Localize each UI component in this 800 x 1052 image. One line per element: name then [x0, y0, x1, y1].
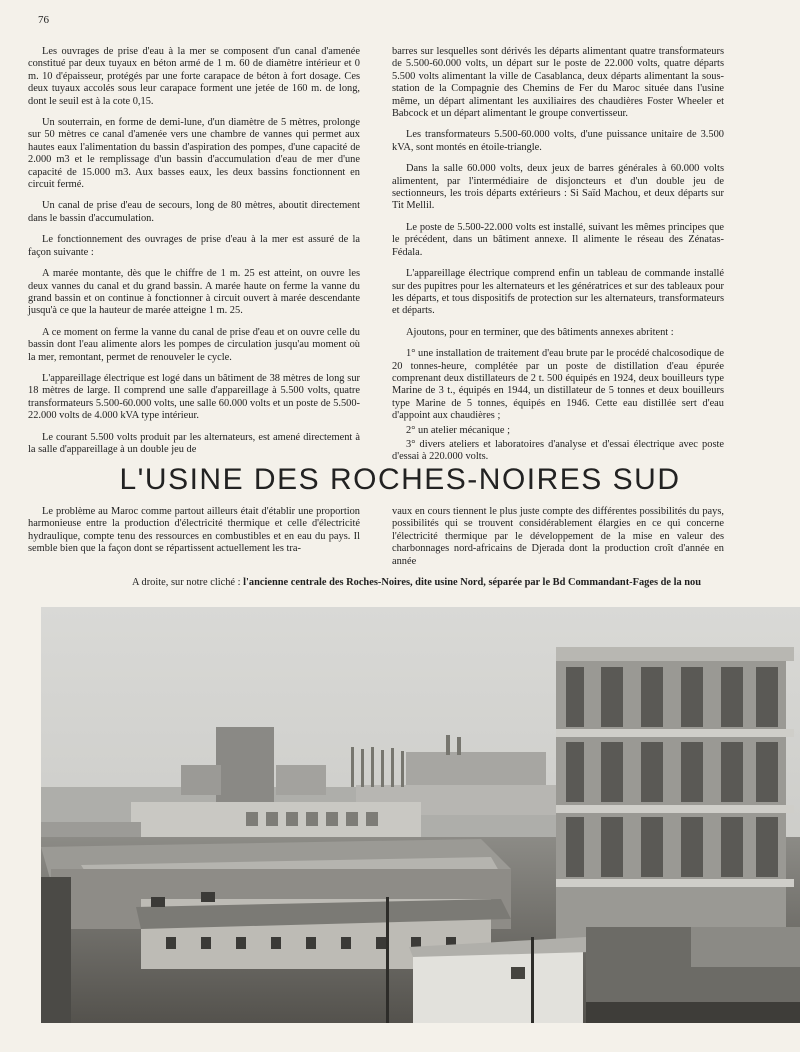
paragraph: Dans la salle 60.000 volts, deux jeux de barres générales à 60.000 volts alimentent, par l'intermédiaire de disjoncteurs et d'un double jeu de sectionneurs, les trois départs extérieurs : Si Saïd Machou, et deux départs sur Tit Mellil.	[392, 163, 724, 212]
paragraph: vaux en cours tiennent le plus juste compte des différentes possibilités du pays, possibilités qui se trouvent considérablement élargies en ce qui concerne l'électricité thermique par le développement de la mise en valeur des charbonnages nord-africains de Djerada dont la production croît d'année en année	[392, 506, 724, 567]
article-column-right-top	[392, 46, 724, 473]
paragraph: Le problème au Maroc comme partout ailleurs était d'établir une proportion harmonieuse entre la production d'électricité thermique et celle d'électricité hydraulique, compte tenu des ressources en combustibles et en eau du pays. Il semble bien que la façon dont se répartissent actuellement les tra-	[28, 506, 360, 555]
paragraph: Le courant 5.500 volts produit par les alternateurs, est amené directement à la salle d'appareillage à un double jeu de	[28, 431, 360, 455]
paragraph: L'appareillage électrique est logé dans un bâtiment de 38 mètres de long sur 18 mètres de large. Il comprend une salle d'appareillage à 5.500 volts, quatre transformateurs 5.500-60.000 volts, une salle 60.000 volts et un poste de 5.500-22.000 volts de 4.000 kVA type intérieur.	[28, 372, 360, 422]
paragraph: barres sur lesquelles sont dérivés les départs alimentant quatre transformateurs de 5.500-60.000 volts, un départ sur le poste de 22.000 volts, quatre départs 5.500 volts alimentant la ville de Casablanca, deux départs alimentant la sous-station de la Compagnie des Chemins de Fer du Maroc située dans l'usine même, un départ alimentant les auxiliaires des chaudières Foster Wheeler et Babcock et un départ alimentant le groupe convertisseur.	[392, 46, 724, 120]
paragraph: L'appareillage électrique comprend enfin un tableau de commande installé sur des pupitres pour les alternateurs et les génératrices et sur des tableaux pour les départs, et tous dispositifs de protection sur les alternateurs, transformateurs et départs.	[392, 268, 724, 317]
paragraph: A marée montante, dès que le chiffre de 1 m. 25 est atteint, on ouvre les deux vannes du canal et du grand bassin. A marée haute on ferme la vanne du grand bassin et on continue à fonctionner à circuit ouvert à marée descendante jusqu'à ce que la hauteur de marée atteigne 1 m. 25.	[28, 268, 360, 317]
paragraph: A ce moment on ferme la vanne du canal de prise d'eau et on ouvre celle du bassin dont l'eau alimente alors les pompes de circulation jusqu'au moment où la mer, remontant, permet de renouveler le cycle.	[28, 326, 360, 363]
power-plant-photo	[41, 607, 800, 1023]
paragraph: 3° divers ateliers et laboratoires d'analyse et d'essai électrique avec poste d'essai à 220.000 volts.	[392, 438, 724, 463]
paragraph: Ajoutons, pour en terminer, que des bâtiments annexes abritent :	[406, 326, 674, 338]
paragraph: Le poste de 5.500-22.000 volts est installé, suivant les mêmes principes que le précédent, dans un bâtiment annexe. Il alimente le réseau des Zénatas-Fédala.	[392, 221, 724, 258]
article-column-left-bottom	[28, 506, 360, 565]
section-title: L'USINE DES ROCHES-NOIRES SUD	[119, 463, 681, 496]
paragraph: 2° un atelier mécanique ;	[406, 424, 510, 436]
paragraph: Le fonctionnement des ouvrages de prise d'eau à la mer est assuré de la façon suivante :	[28, 234, 360, 258]
article-column-right-bottom	[392, 506, 724, 577]
paragraph: Un canal de prise d'eau de secours, long de 80 mètres, aboutit directement dans le bassin d'accumulation.	[28, 200, 360, 224]
paragraph: Un souterrain, en forme de demi-lune, d'un diamètre de 5 mètres, prolonge sur 50 mètres ce canal d'amenée vers une chambre de vannes qui permet aux hautes eaux l'alimentation du bassin d'aspiration des pompes, d'une capacité de 2.000 m3 et le remplissage d'un bassin d'accumulation d'eau de mer d'une capacité de 15.000 m3. Aux basses eaux, les deux bassins fonctionnent en circuit fermé.	[28, 117, 360, 191]
paragraph: Les transformateurs 5.500-60.000 volts, d'une puissance unitaire de 3.500 kVA, sont montés en étoile-triangle.	[392, 129, 724, 153]
page-number: 76	[38, 14, 49, 26]
article-column-left-top	[28, 46, 360, 465]
paragraph: 1° une installation de traitement d'eau brute par le procédé chalcosodique de 20 tonnes-heure, complétée par un poste de distillation d'eau épurée comprenant deux distillateurs de 2 t. 500 équipés en 1924, deux bouilleurs type Marine de 3 t., équipés en 1944, un distillateur de 5 tonnes et deux bouilleurs type Marine de 5 tonnes, équipés en 1946. Cette eau distillée sert d'eau d'appoint aux chaudières ;	[392, 348, 724, 422]
caption-prefix: A droite, sur notre cliché :	[132, 577, 244, 588]
paragraph: Les ouvrages de prise d'eau à la mer se composent d'un canal d'amenée constitué par deux tuyaux en béton armé de 1 m. 60 de diamètre intérieur et 0 m. 10 d'épaisseur, protégés par une forte carapace de béton à fort dosage. Ces deux tuyaux accolés sous leur carapace forment une jetée de 160 m. de long, dont le seuil est à la cote 0,15.	[28, 46, 360, 107]
photo-caption	[132, 577, 800, 588]
caption-text: l'ancienne centrale des Roches-Noires, dite usine Nord, séparée par le Bd Commandant-Fages de la nou	[243, 577, 702, 588]
